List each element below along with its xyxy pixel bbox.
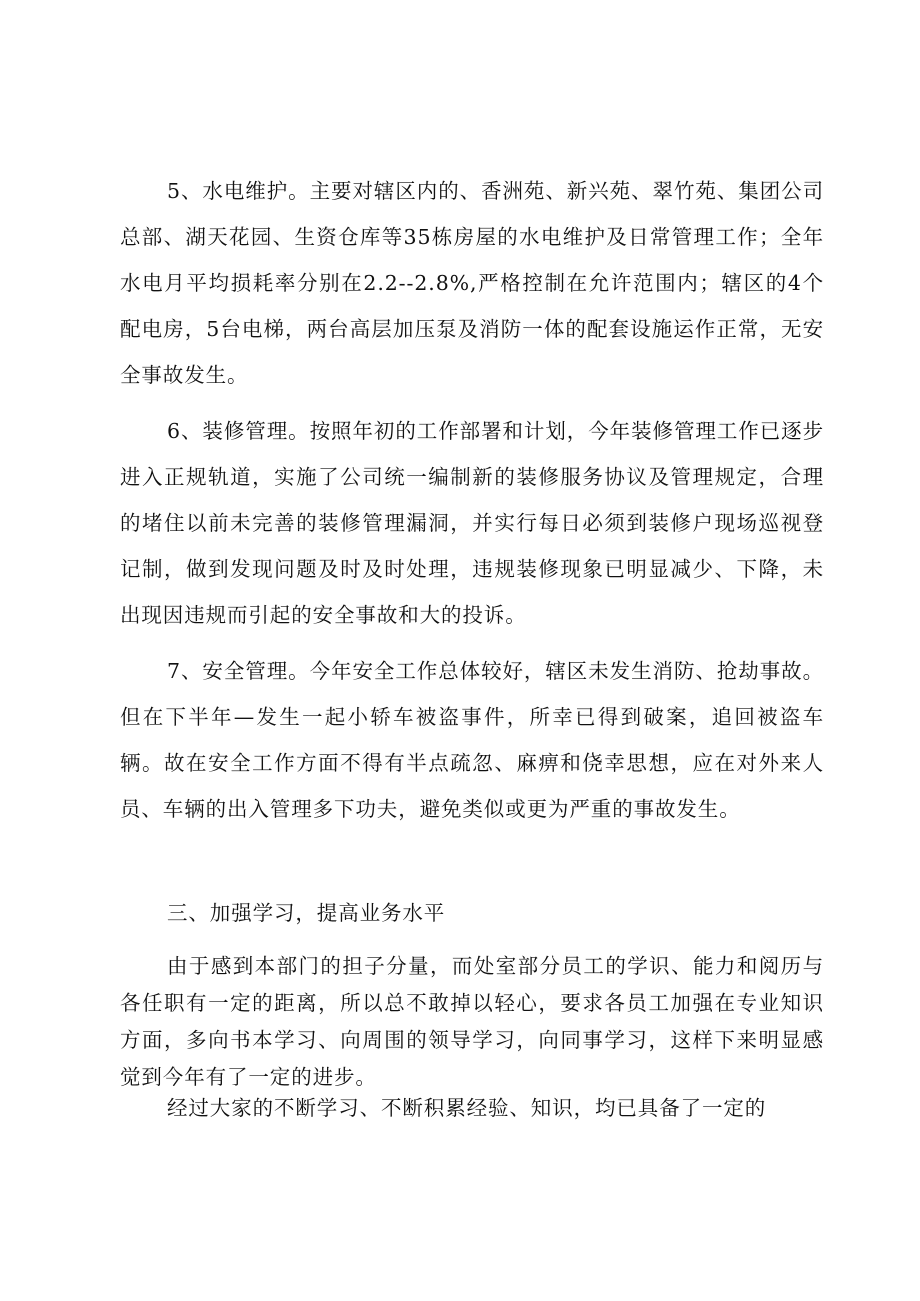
- section-heading-strengthen-learning: 三、加强学习，提高业务水平: [167, 901, 446, 925]
- paragraph-water-electric-maintenance: 5、水电维护。主要对辖区内的、香洲苑、新兴苑、翠竹苑、集团公司总部、湖天花园、生资仓库等35栋房屋的水电维护及日常管理工作；全年水电月平均损耗率分别在2.2--2.8%,严格控制在允许范围内；辖区的4个配电房，5台电梯，两台高层加压泵及消防一体的配套设施运作正常，无安全事故发生。: [120, 179, 824, 387]
- paragraph-study-progress: 由于感到本部门的担子分量，而处室部分员工的学识、能力和阅历与各任职有一定的距离，所以总不敢掉以轻心，要求各员工加强在专业知识方面，多向书本学习、向周围的领导学习，向同事学习，这样下来明显感觉到今年有了一定的进步。: [120, 954, 824, 1089]
- paragraph-safety-management: 7、安全管理。今年安全工作总体较好，辖区未发生消防、抢劫事故。但在下半年—发生一起小轿车被盗事件，所幸已得到破案，追回被盗车辆。故在安全工作方面不得有半点疏忽、麻痹和侥幸思想，应在对外来人员、车辆的出入管理多下功夫，避免类似或更为严重的事故发生。: [120, 659, 824, 821]
- paragraph-renovation-management: 6、装修管理。按照年初的工作部署和计划，今年装修管理工作已逐步进入正规轨道，实施了公司统一编制新的装修服务协议及管理规定，合理的堵住以前未完善的装修管理漏洞，并实行每日必须到装修户现场巡视登记制，做到发现问题及时及时处理，违规装修现象已明显减少、下降，未出现因违规而引起的安全事故和大的投诉。: [120, 419, 824, 627]
- paragraph-study-continued: 经过大家的不断学习、不断积累经验、知识，均已具备了一定的: [167, 1096, 767, 1120]
